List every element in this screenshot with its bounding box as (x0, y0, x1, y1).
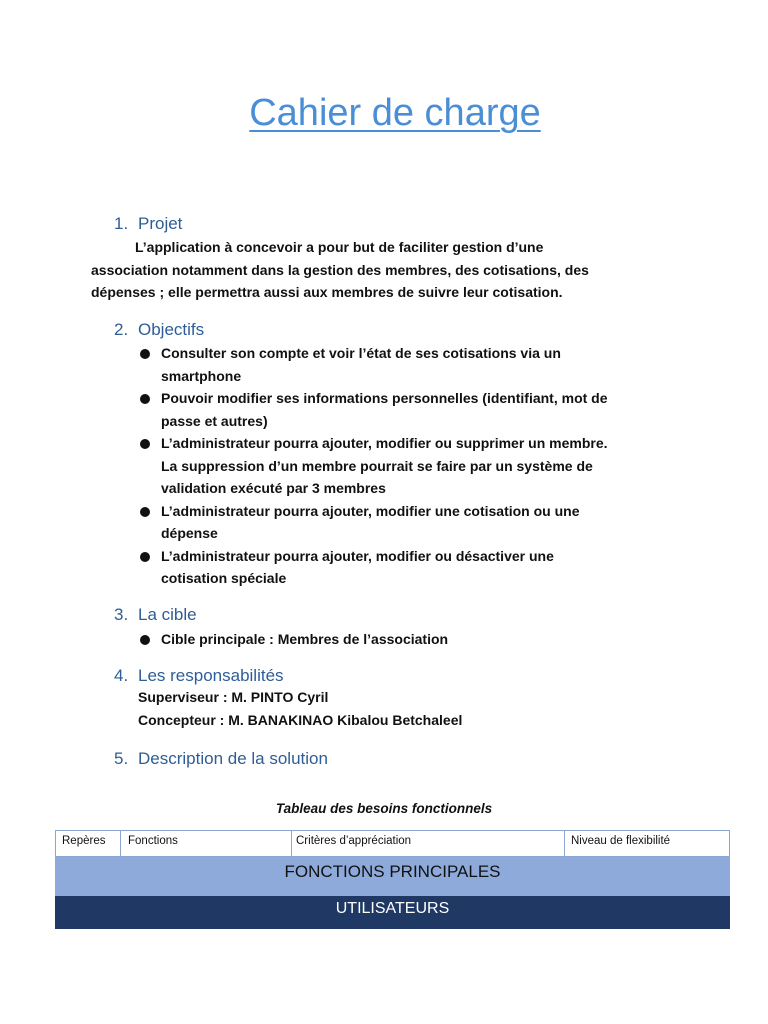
column-divider (564, 831, 565, 858)
section-number: 4. (114, 666, 129, 685)
section-heading-description (114, 749, 328, 769)
list-item: Cible principale : Membres de l’association (138, 628, 678, 651)
section-number: 1. (114, 214, 129, 233)
projet-paragraph (91, 236, 671, 304)
cible-list (138, 628, 678, 651)
table-header-row (55, 830, 730, 857)
objectifs-list (138, 342, 678, 590)
section-number: 2. (114, 320, 129, 339)
bullet-icon (140, 507, 150, 517)
column-header-reperes: Repères (62, 835, 106, 847)
section-title: Les responsabilités (138, 666, 284, 685)
table-band-fonctions-principales: FONCTIONS PRINCIPALES (55, 857, 730, 896)
bullet-icon (140, 439, 150, 449)
section-number: 3. (114, 605, 129, 624)
list-item: L’administrateur pourra ajouter, modifier une cotisation ou une dépense (138, 500, 678, 545)
section-heading-projet (114, 214, 182, 234)
bullet-icon (140, 349, 150, 359)
list-item: Pouvoir modifier ses informations personnelles (identifiant, mot de passe et autres) (138, 387, 678, 432)
section-title: La cible (138, 605, 197, 624)
paragraph-line: L’application à concevoir a pour but de faciliter gestion d’une (135, 239, 544, 255)
paragraph-line: dépenses ; elle permettra aussi aux membres de suivre leur cotisation. (91, 284, 563, 300)
column-divider (120, 831, 121, 858)
document-title: Cahier de charge (249, 92, 541, 134)
bullet-icon (140, 552, 150, 562)
section-title: Objectifs (138, 320, 205, 339)
concepteur-line: Concepteur : M. BANAKINAO Kibalou Betchaleel (138, 712, 463, 728)
list-item: L’administrateur pourra ajouter, modifier ou supprimer un membre. La suppression d’un membre pourrait se faire par un système de validation exécuté par 3 membres (138, 432, 678, 500)
section-heading-objectifs (114, 320, 204, 340)
table-band-utilisateurs: UTILISATEURS (55, 896, 730, 929)
section-title: Description de la solution (138, 749, 328, 768)
list-item: Consulter son compte et voir l’état de ses cotisations via un smartphone (138, 342, 678, 387)
section-heading-cible (114, 605, 197, 625)
superviseur-line: Superviseur : M. PINTO Cyril (138, 689, 329, 705)
column-header-flexibilite: Niveau de flexibilité (571, 835, 671, 847)
bullet-icon (140, 635, 150, 645)
column-header-criteres: Critères d’appréciation (296, 835, 412, 847)
paragraph-line: association notamment dans la gestion des membres, des cotisations, des (91, 261, 589, 278)
column-header-fonctions: Fonctions (128, 835, 178, 847)
list-item: L’administrateur pourra ajouter, modifier ou désactiver une cotisation spéciale (138, 545, 678, 590)
section-number: 5. (114, 749, 129, 768)
section-title: Projet (138, 214, 183, 233)
bullet-icon (140, 394, 150, 404)
column-divider (291, 831, 292, 858)
section-heading-responsabilites (114, 666, 284, 686)
table-caption: Tableau des besoins fonctionnels (275, 801, 493, 816)
